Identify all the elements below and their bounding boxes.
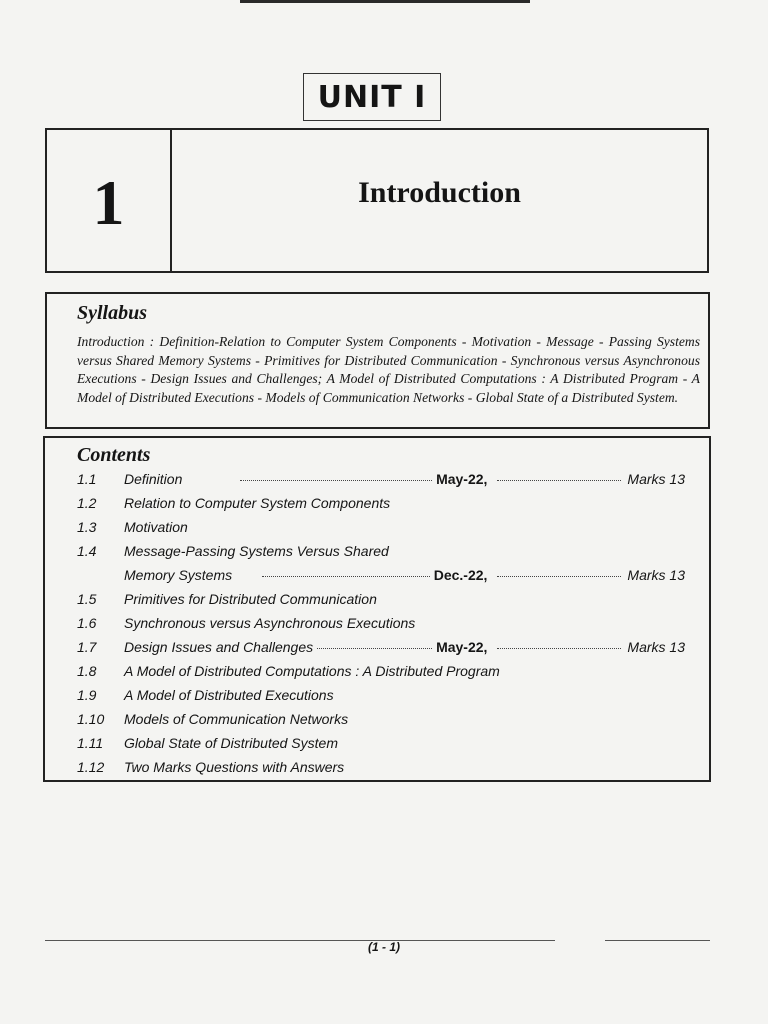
toc-item-number: 1.8 xyxy=(77,663,97,679)
toc-item-title: A Model of Distributed Computations : A Distributed Program xyxy=(124,663,500,679)
toc-item-exam: Dec.-22, xyxy=(433,567,488,583)
footer-rule xyxy=(45,940,555,941)
toc-item[interactable] xyxy=(77,567,685,591)
toc-item-number: 1.2 xyxy=(77,495,97,511)
toc-item-number: 1.7 xyxy=(77,639,97,655)
unit-label: UNIT I xyxy=(303,73,441,121)
toc-item-number: 1.3 xyxy=(77,519,97,535)
toc-item-number: 1.9 xyxy=(77,687,97,703)
toc-item[interactable] xyxy=(77,471,685,495)
toc-item-exam: May-22, xyxy=(436,471,488,487)
contents-box xyxy=(43,436,711,782)
toc-item-number: 1.6 xyxy=(77,615,97,631)
toc-item-title: Relation to Computer System Components xyxy=(124,495,391,511)
toc-item-number: 1.12 xyxy=(77,759,105,775)
syllabus-text: Introduction : Definition-Relation to Computer System Components - Motivation - Message - Passing Systems versus Shared Memory Systems - Primitives for Distributed Communication - Synchronous versus Asynchronous Executions - Design Issues and Challenges; A Model of Distributed Computations : A Distributed Program - A Model of Distributed Executions - Models of Communication Networks - Global State of a Distributed System. xyxy=(77,334,700,405)
chapter-title: Introduction xyxy=(358,175,521,209)
toc-item-number: 1.10 xyxy=(77,711,105,727)
footer-rule xyxy=(605,940,710,941)
toc-item-title: Memory Systems xyxy=(124,567,233,583)
toc-item[interactable] xyxy=(77,663,685,687)
syllabus-heading: Syllabus xyxy=(77,302,148,324)
dot-leader xyxy=(497,648,621,649)
top-edge-rule xyxy=(240,0,530,3)
toc-item-title: Two Marks Questions with Answers xyxy=(124,759,345,775)
toc-item[interactable] xyxy=(77,711,685,735)
toc-item-marks: Marks 13 xyxy=(627,639,685,655)
toc-item-title: Motivation xyxy=(124,519,188,535)
dot-leader xyxy=(497,480,621,481)
chapter-number: 1 xyxy=(47,130,172,271)
toc-item-title: Global State of Distributed System xyxy=(124,735,338,751)
toc-item-marks: Marks 13 xyxy=(627,471,685,487)
toc-item-title: Definition xyxy=(124,471,183,487)
toc-item-title: Models of Communication Networks xyxy=(124,711,349,727)
toc-item[interactable] xyxy=(77,519,685,543)
toc-item-title: Synchronous versus Asynchronous Executions xyxy=(124,615,416,631)
toc-item-exam: May-22, xyxy=(436,639,488,655)
syllabus-box xyxy=(45,292,710,429)
toc-item-title: Message-Passing Systems Versus Shared xyxy=(124,543,389,559)
toc-item[interactable] xyxy=(77,591,685,615)
toc-item-number: 1.5 xyxy=(77,591,97,607)
toc-item-marks: Marks 13 xyxy=(627,567,685,583)
toc-item-title: A Model of Distributed Executions xyxy=(124,687,334,703)
toc-item-title: Design Issues and Challenges xyxy=(124,639,314,655)
dot-leader xyxy=(262,576,430,577)
toc-item-number: 1.4 xyxy=(77,543,97,559)
toc-item[interactable] xyxy=(77,735,685,759)
toc-item[interactable] xyxy=(77,543,685,567)
toc-item-title: Primitives for Distributed Communication xyxy=(124,591,377,607)
page-number: (1 - 1) xyxy=(368,940,401,954)
toc-item-number: 1.11 xyxy=(77,735,104,751)
toc-item[interactable] xyxy=(77,639,685,663)
chapter-header xyxy=(45,128,709,273)
dot-leader xyxy=(497,576,621,577)
toc-item[interactable] xyxy=(77,759,685,783)
dot-leader xyxy=(317,648,432,649)
toc-item[interactable] xyxy=(77,615,685,639)
toc-item[interactable] xyxy=(77,687,685,711)
dot-leader xyxy=(240,480,432,481)
contents-heading: Contents xyxy=(77,444,151,466)
toc-item-number: 1.1 xyxy=(77,471,97,487)
toc-item[interactable] xyxy=(77,495,685,519)
